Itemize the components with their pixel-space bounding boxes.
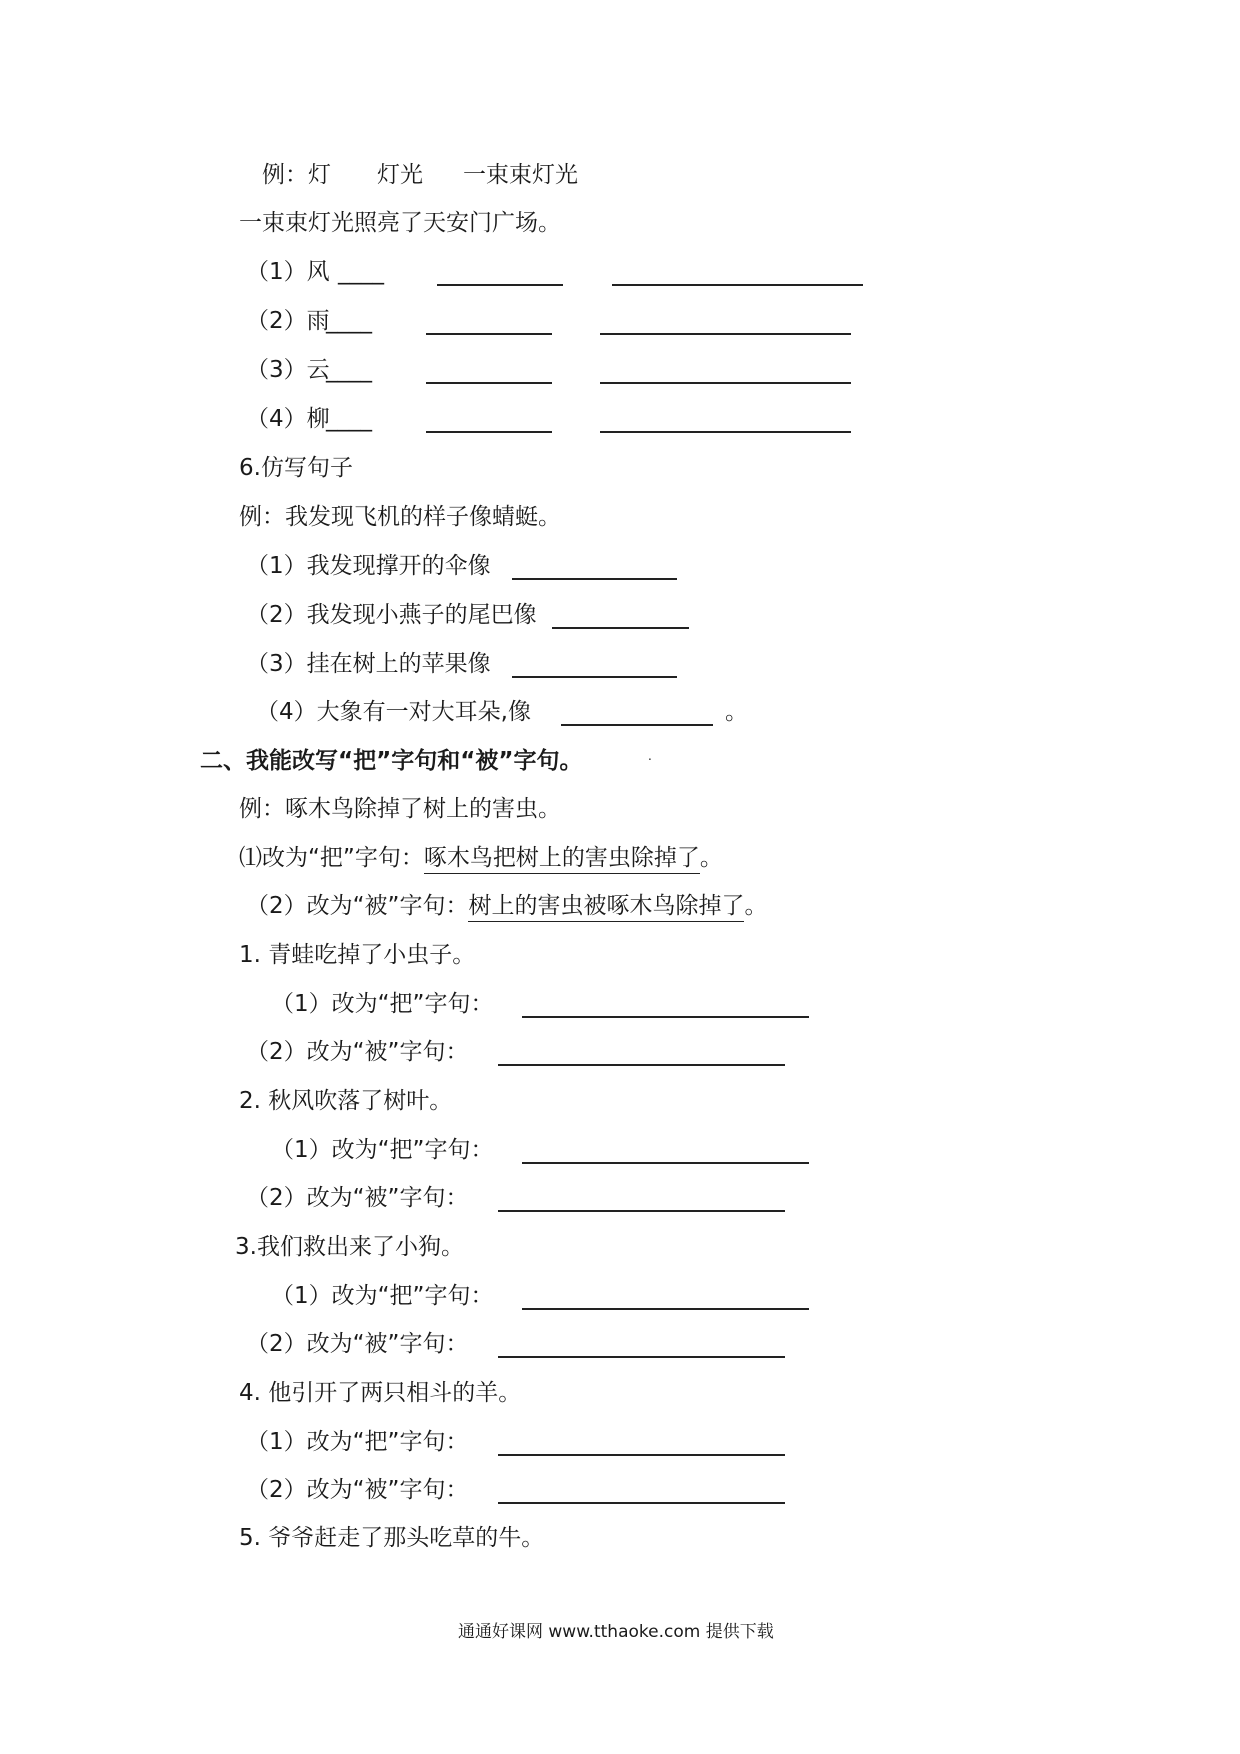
question-sentence: 1. 青蛙吃掉了小虫子。 (239, 942, 476, 968)
example-word-3: 一束束灯光 (463, 162, 578, 188)
ba-label: （1）改为“把”字句： (271, 991, 494, 1017)
example-ba-end: 。 (699, 845, 723, 871)
answer-blank[interactable] (498, 1356, 785, 1358)
imitate-item-end: 。 (725, 699, 748, 725)
question-sentence: 2. 秋风吹落了树叶。 (239, 1088, 453, 1114)
imitate-item: （3）挂在树上的苹果像 (246, 651, 491, 677)
word-item-short-blank: ____ (338, 259, 384, 285)
imitate-item: （2）我发现小燕子的尾巴像 (246, 602, 537, 628)
answer-blank[interactable] (426, 333, 552, 335)
answer-blank[interactable] (612, 284, 863, 286)
ba-label: （1）改为“把”字句： (246, 1429, 469, 1455)
question-sentence: 4. 他引开了两只相斗的羊。 (239, 1380, 522, 1406)
question-sentence: 3.我们救出来了小狗。 (235, 1234, 464, 1260)
word-item-short-blank: ____ (326, 308, 372, 334)
example-bei-line (246, 895, 767, 918)
word-item-label: （3）云 (246, 357, 330, 383)
example-sentence: 一束束灯光照亮了天安门广场。 (239, 210, 561, 236)
example-ba-prefix: ⑴改为“把”字句： (239, 845, 424, 871)
answer-blank[interactable] (561, 724, 713, 726)
answer-blank[interactable] (600, 431, 851, 433)
example-word-1: 例：灯 (262, 162, 331, 188)
imitate-item: （1）我发现撑开的伞像 (246, 553, 491, 579)
example-bei-end: 。 (744, 893, 768, 919)
word-item-label: （2）雨 (246, 308, 330, 334)
answer-blank[interactable] (522, 1162, 809, 1164)
question-sentence: 5. 爷爷赶走了那头吃草的牛。 (239, 1525, 545, 1551)
imitate-example: 例：我发现飞机的样子像蜻蜓。 (239, 504, 561, 530)
answer-blank[interactable] (600, 382, 851, 384)
example-ba-answer: 啄木鸟把树上的害虫除掉了 (424, 845, 700, 874)
ba-label: （1）改为“把”字句： (271, 1137, 494, 1163)
word-item-label: （4）柳 (246, 406, 330, 432)
example-ba-line (239, 847, 723, 870)
imitate-item: （4）大象有一对大耳朵,像 (256, 699, 531, 725)
ba-label: （1）改为“把”字句： (271, 1283, 494, 1309)
imitate-heading: 6.仿写句子 (239, 455, 353, 481)
answer-blank[interactable] (522, 1016, 809, 1018)
answer-blank[interactable] (522, 1308, 809, 1310)
answer-blank[interactable] (498, 1064, 785, 1066)
answer-blank[interactable] (512, 676, 677, 678)
bei-label: （2）改为“被”字句： (246, 1331, 469, 1357)
answer-blank[interactable] (512, 578, 677, 580)
answer-blank[interactable] (552, 627, 689, 629)
word-item-short-blank: ____ (326, 406, 372, 432)
example-bei-answer: 树上的害虫被啄木鸟除掉了 (468, 893, 744, 922)
answer-blank[interactable] (498, 1210, 785, 1212)
answer-blank[interactable] (437, 284, 563, 286)
section-title-mark: . (648, 749, 652, 763)
bei-label: （2）改为“被”字句： (246, 1185, 469, 1211)
word-item-label: （1）风 (246, 259, 330, 285)
word-item-short-blank: ____ (326, 357, 372, 383)
answer-blank[interactable] (498, 1502, 785, 1504)
answer-blank[interactable] (426, 382, 552, 384)
answer-blank[interactable] (426, 431, 552, 433)
bei-label: （2）改为“被”字句： (246, 1477, 469, 1503)
footer-text: 通通好课网 www.tthaoke.com 提供下载 (458, 1622, 774, 1642)
example-bei-prefix: （2）改为“被”字句： (246, 893, 469, 919)
answer-blank[interactable] (498, 1454, 785, 1456)
answer-blank[interactable] (600, 333, 851, 335)
section-example: 例：啄木鸟除掉了树上的害虫。 (239, 796, 561, 822)
example-word-2: 灯光 (377, 162, 423, 188)
section-title: 二、我能改写“把”字句和“被”字句。 (200, 748, 583, 774)
bei-label: （2）改为“被”字句： (246, 1039, 469, 1065)
